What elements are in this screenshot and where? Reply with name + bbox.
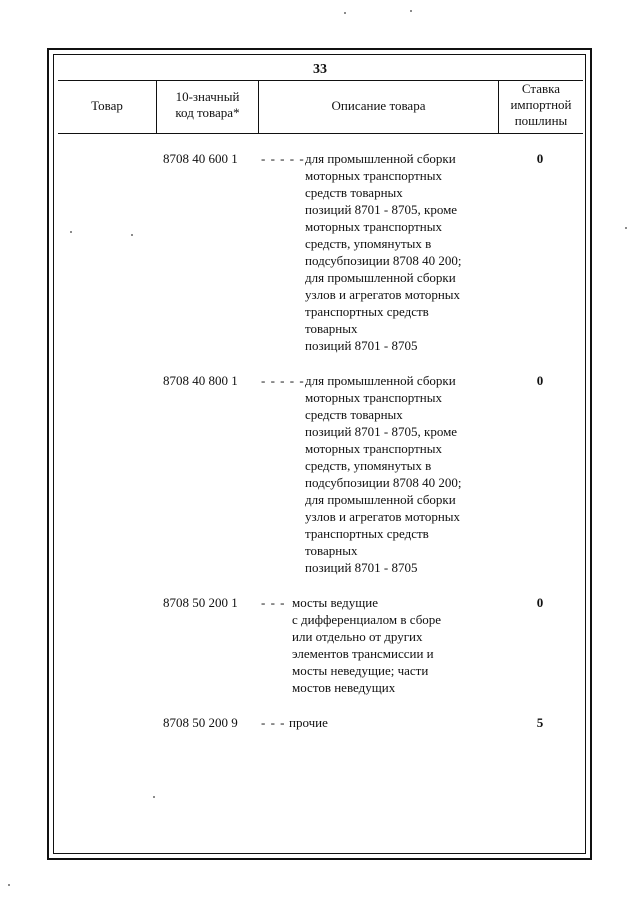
row-3-code: 8708 50 200 1 <box>163 595 238 610</box>
row-3-desc-line: мосты неведущие; части <box>292 663 429 678</box>
header-code-line-1: 10-значный <box>175 89 240 104</box>
row-2-desc-line: транспортных средств <box>305 526 429 541</box>
row-2-desc-line: товарных <box>305 543 358 558</box>
header-rate-line-2: импортной <box>510 97 572 112</box>
row-2-desc-line: моторных транспортных <box>305 390 443 405</box>
row-4-rate: 5 <box>536 715 544 730</box>
row-2-desc-line: для промышленной сборки <box>305 492 456 507</box>
row-3-desc-line: мосты ведущие <box>292 595 378 610</box>
row-3-rate: 0 <box>536 595 544 610</box>
header-bottom-rule <box>58 133 583 134</box>
row-1-desc-line: подсубпозиции 8708 40 200; <box>305 253 462 268</box>
row-1-desc-line: товарных <box>305 321 358 336</box>
row-3-desc-line: или отдельно от других <box>292 629 423 644</box>
row-2-desc-line: для промышленной сборки <box>305 373 456 388</box>
row-1-desc-line: для промышленной сборки <box>305 151 456 166</box>
row-2-desc-line: моторных транспортных <box>305 441 443 456</box>
header-product: Товар <box>91 98 123 113</box>
row-1-desc-line: средств товарных <box>305 185 403 200</box>
row-1-desc-line: моторных транспортных <box>305 168 443 183</box>
header-code-line-2: код товара* <box>175 105 240 120</box>
row-3-dashes: - - - <box>261 595 286 610</box>
row-4-desc-line: прочие <box>289 715 328 730</box>
row-2-desc-line: средств товарных <box>305 407 403 422</box>
scan-speck <box>70 231 72 233</box>
scan-speck <box>153 796 155 798</box>
row-1-rate: 0 <box>536 151 544 166</box>
scan-speck <box>625 227 627 229</box>
header-rate-line-3: пошлины <box>514 113 568 128</box>
row-2-desc-line: узлов и агрегатов моторных <box>305 509 461 524</box>
row-2-desc-line: позиций 8701 - 8705 <box>305 560 418 575</box>
row-2-rate: 0 <box>536 373 544 388</box>
row-3-desc-line: мостов неведущих <box>292 680 396 695</box>
header-code <box>157 89 258 121</box>
scan-speck <box>344 12 346 14</box>
row-3-desc-line: с дифференциалом в сборе <box>292 612 442 627</box>
header-rate-line-1: Ставка <box>521 81 561 96</box>
row-2-desc-line: позиций 8701 - 8705, кроме <box>305 424 458 439</box>
row-2-code: 8708 40 800 1 <box>163 373 238 388</box>
row-2-desc-line: подсубпозиции 8708 40 200; <box>305 475 462 490</box>
row-1-description <box>305 150 462 354</box>
row-2-dashes: - - - - - <box>261 373 305 388</box>
row-2-desc-line: средств, упомянутых в <box>305 458 432 473</box>
row-1-desc-line: позиций 8701 - 8705, кроме <box>305 202 458 217</box>
row-3-description <box>292 594 441 696</box>
page-number: 33 <box>313 62 327 77</box>
row-1-desc-line: транспортных средств <box>305 304 429 319</box>
row-3-desc-line: элементов трансмиссии и <box>292 646 434 661</box>
row-1-desc-line: узлов и агрегатов моторных <box>305 287 461 302</box>
header-rate <box>499 81 583 129</box>
scan-speck <box>410 10 412 12</box>
row-4-description <box>289 714 328 731</box>
row-4-dashes: - - - <box>261 715 286 730</box>
row-1-desc-line: позиций 8701 - 8705 <box>305 338 418 353</box>
row-1-code: 8708 40 600 1 <box>163 151 238 166</box>
scan-speck <box>8 884 10 886</box>
row-2-description <box>305 372 462 576</box>
scan-speck <box>131 234 133 236</box>
row-1-dashes: - - - - - <box>261 151 305 166</box>
row-1-desc-line: средств, упомянутых в <box>305 236 432 251</box>
row-1-desc-line: для промышленной сборки <box>305 270 456 285</box>
header-description: Описание товара <box>331 98 426 113</box>
row-4-code: 8708 50 200 9 <box>163 715 238 730</box>
row-1-desc-line: моторных транспортных <box>305 219 443 234</box>
